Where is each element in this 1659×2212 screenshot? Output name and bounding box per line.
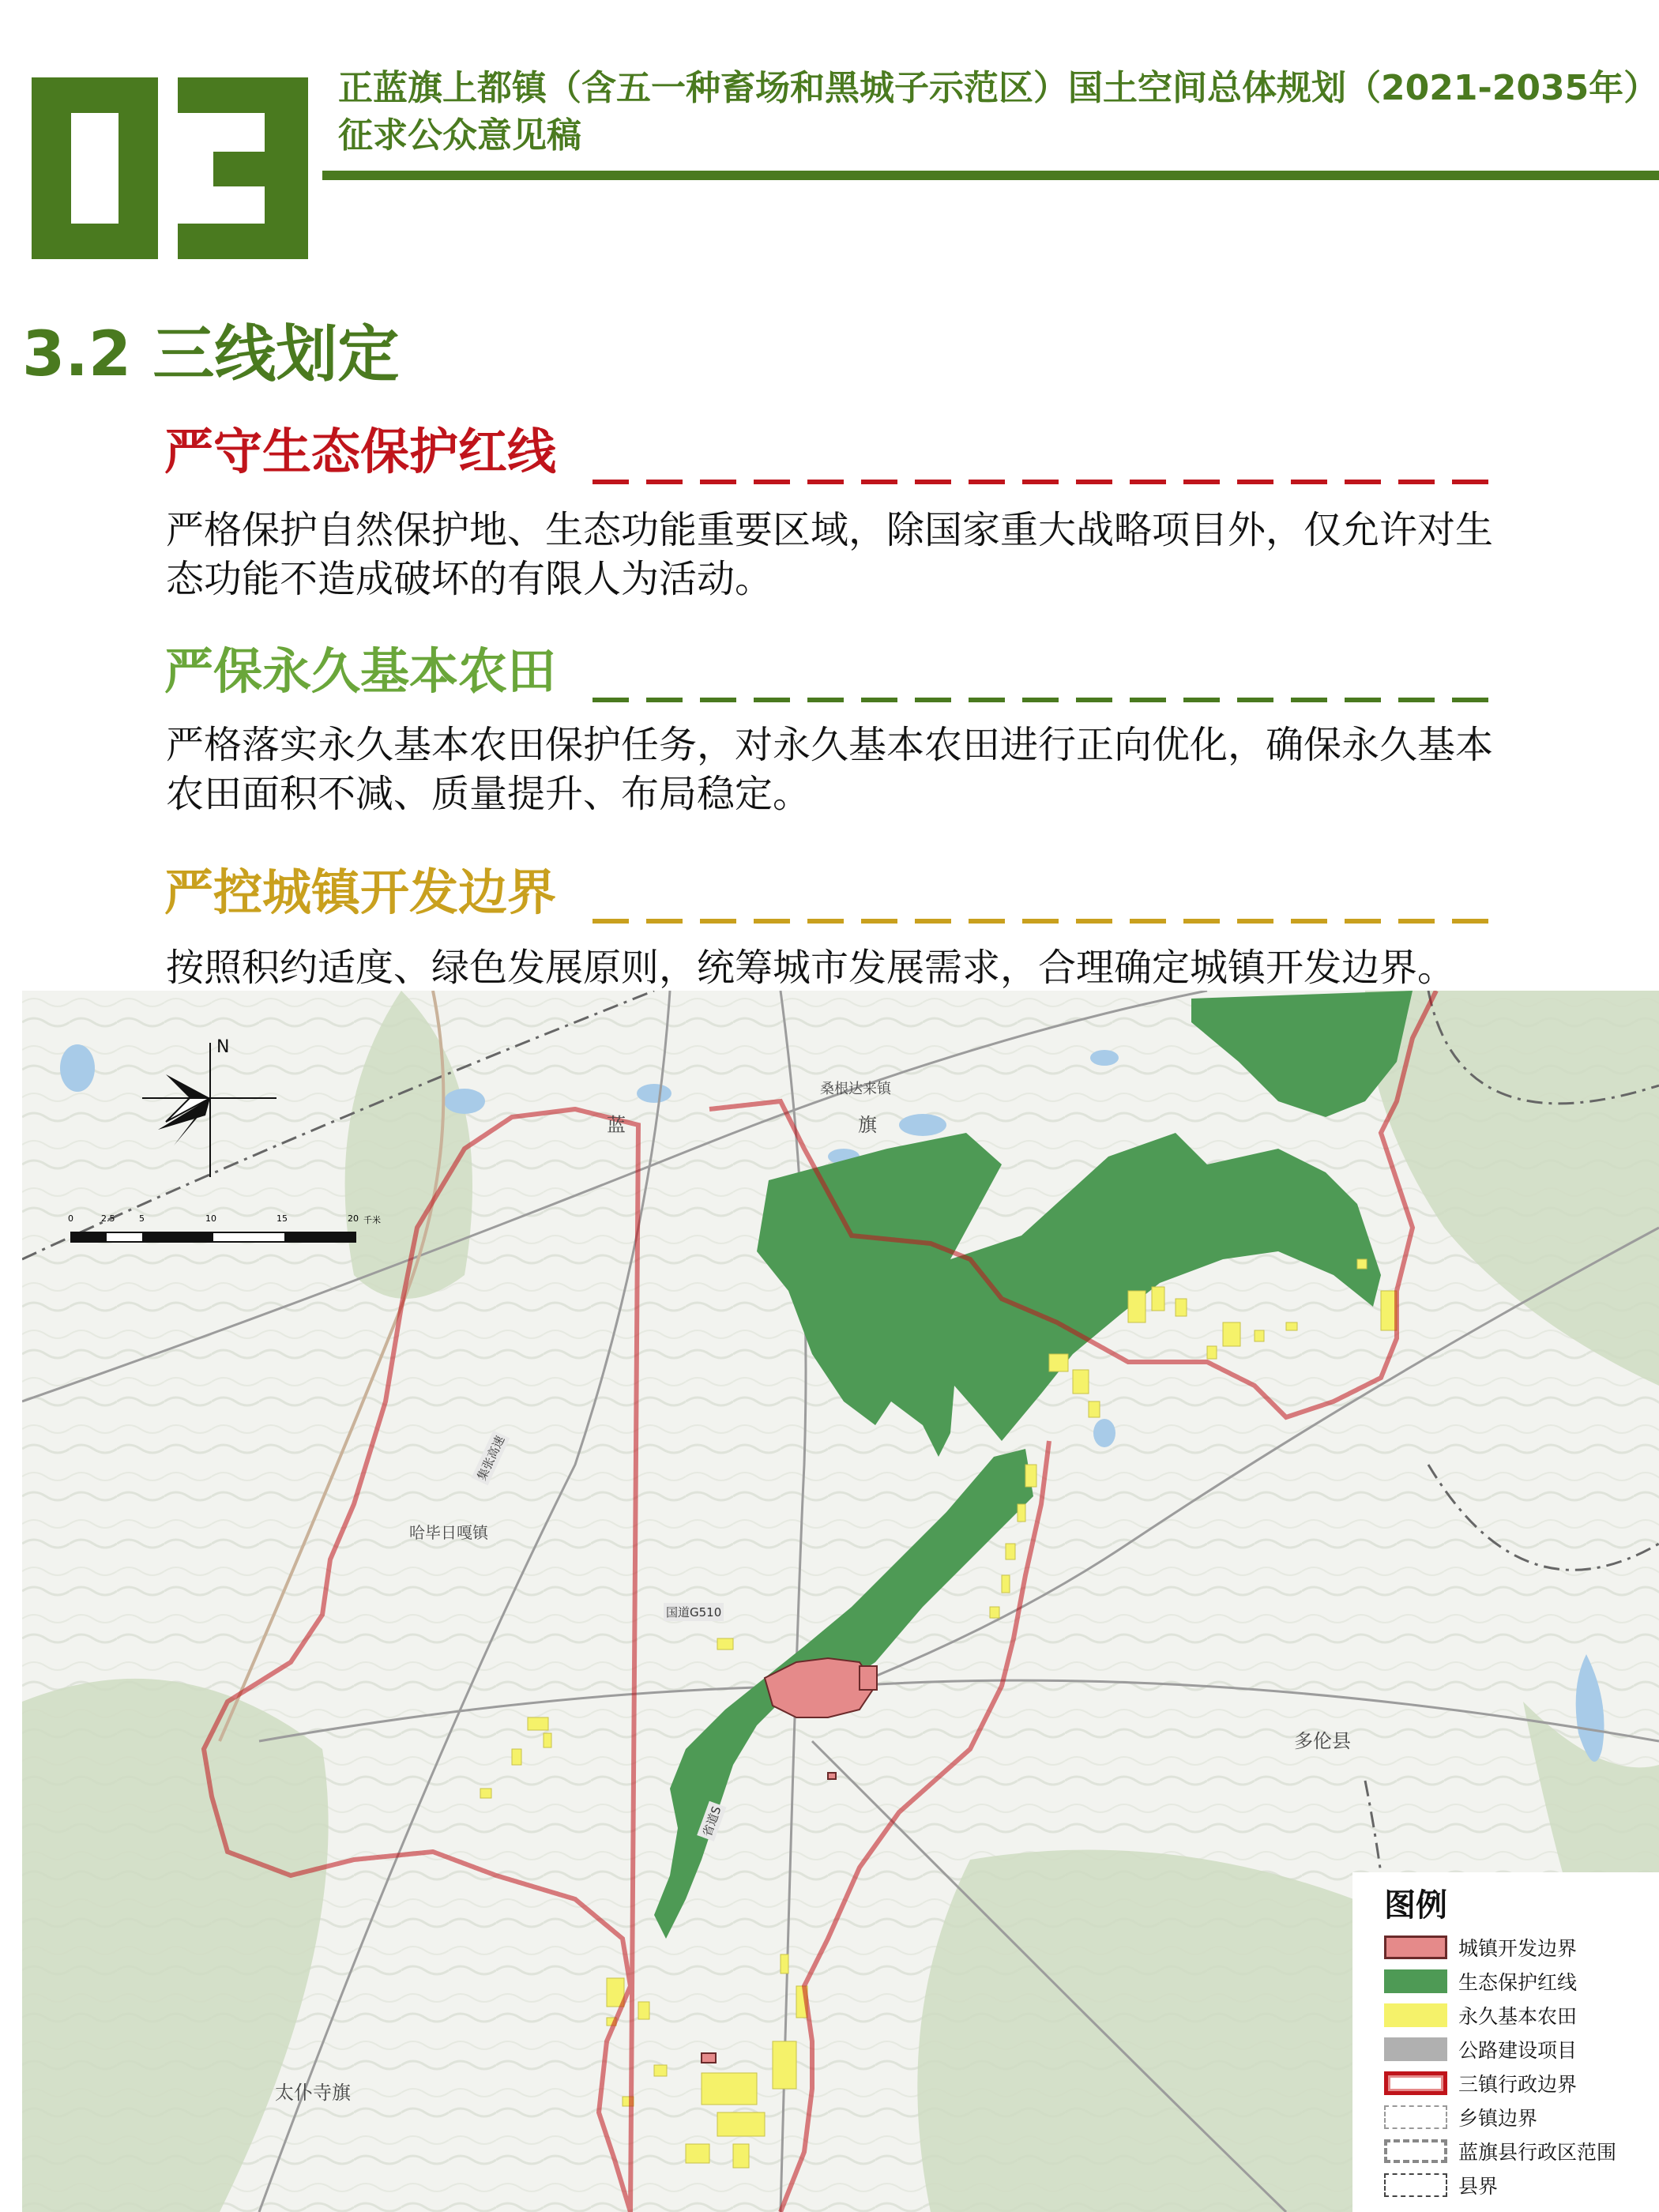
document-title: 正蓝旗上都镇（含五一种畜场和黑城子示范区）国土空间总体规划（2021-2035年）征求公众意见稿 — [338, 68, 1642, 156]
scale-tick-2-5: 2.5 — [101, 1213, 115, 1224]
legend-swatch-township-boundary — [1384, 2105, 1447, 2129]
scale-tick-5: 5 — [139, 1213, 145, 1224]
legend-swatch-road-project — [1384, 2037, 1447, 2061]
eco-redline-dash-rule — [592, 479, 1501, 485]
place-label-sanggen: 桑根达来镇 — [820, 1081, 891, 1097]
farmland-dash-rule — [592, 697, 1501, 703]
urban-boundary-dash-rule — [592, 918, 1501, 924]
road-label-expressway: 集张高速 — [472, 1431, 510, 1486]
scale-tick-10: 10 — [205, 1213, 216, 1224]
legend-swatch-banner-range — [1384, 2139, 1447, 2163]
farmland-text: 严格落实永久基本农田保护任务，对永久基本农田进行正向优化，确保永久基本农田面积不减、质量提升、布局稳定。 — [166, 723, 1494, 816]
scale-tick-20: 20 — [348, 1213, 359, 1224]
legend-item-township-boundary: 乡镇边界 — [1384, 2104, 1537, 2131]
legend-title: 图例 — [1384, 1887, 1447, 1924]
legend-item-county-boundary: 县界 — [1384, 2172, 1498, 2199]
legend-item-farmland: 永久基本农田 — [1384, 2002, 1577, 2029]
legend-item-eco-redline: 生态保护红线 — [1384, 1968, 1577, 1995]
legend-swatch-urban-boundary — [1384, 1936, 1447, 1959]
scale-tick-0: 0 — [68, 1213, 73, 1224]
title-rule — [322, 171, 1659, 180]
scale-bar — [63, 1209, 395, 1256]
chapter-number-graphic — [24, 70, 324, 267]
section-heading: 3.2 三线划定 — [22, 319, 400, 390]
legend-item-urban-boundary: 城镇开发边界 — [1384, 1934, 1577, 1961]
place-label-lan: 蓝 — [607, 1114, 626, 1136]
legend-swatch-farmland — [1384, 2003, 1447, 2027]
legend-swatch-three-town-boundary — [1384, 2071, 1447, 2095]
legend-swatch-county-boundary — [1384, 2173, 1447, 2197]
urban-boundary-text: 按照积约适度、绿色发展原则，统筹城市发展需求，合理确定城镇开发边界。 — [166, 946, 1456, 990]
place-label-habiri: 哈毕日嘎镇 — [409, 1523, 488, 1542]
eco-redline-text: 严格保护自然保护地、生态功能重要区域，除国家重大战略项目外，仅允许对生态功能不造成破坏的有限人为活动。 — [166, 508, 1494, 601]
legend-item-three-town-boundary: 三镇行政边界 — [1384, 2070, 1577, 2097]
scale-unit: 千米 — [363, 1215, 381, 1225]
road-label-g510: 国道G510 — [664, 1603, 724, 1621]
eco-redline-heading: 严守生态保护红线 — [164, 423, 557, 480]
place-label-taipusi: 太仆寺旗 — [275, 2082, 351, 2104]
legend-swatch-eco-redline — [1384, 1969, 1447, 1993]
farmland-heading: 严保永久基本农田 — [164, 642, 557, 700]
map-legend — [1352, 1872, 1659, 2212]
urban-boundary-heading: 严控城镇开发边界 — [164, 863, 557, 921]
north-label: N — [216, 1037, 230, 1057]
legend-item-banner-range: 蓝旗县行政区范围 — [1384, 2138, 1616, 2165]
scale-tick-15: 15 — [276, 1213, 288, 1224]
place-label-qi: 旗 — [858, 1114, 877, 1136]
north-arrow — [134, 1027, 292, 1185]
road-label-s: 省道S — [697, 1801, 726, 1841]
legend-item-road-project: 公路建设项目 — [1384, 2036, 1577, 2063]
place-label-duolun: 多伦县 — [1294, 1730, 1351, 1752]
